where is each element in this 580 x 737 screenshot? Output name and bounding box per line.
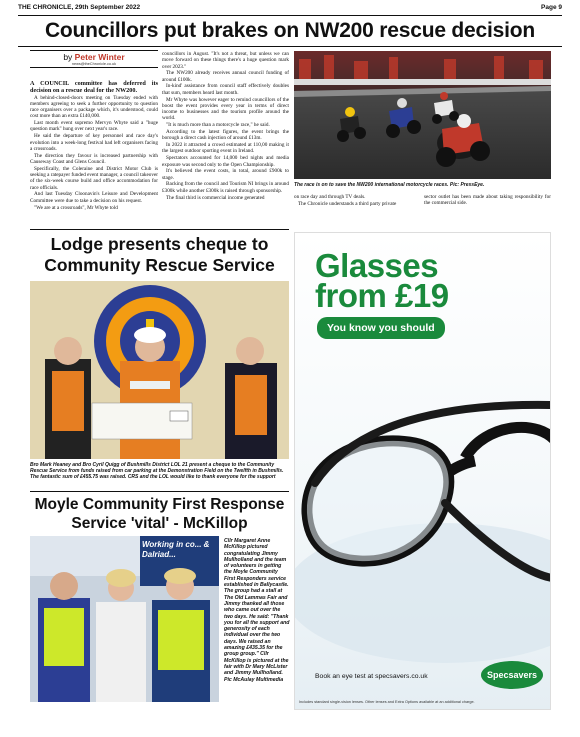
volunteers-photo [30,536,219,702]
lead-column-2 [162,51,289,201]
motorcycle-race-icon [294,51,551,179]
ad-cta[interactable]: Book an eye test at specsavers.co.uk [315,673,428,680]
lead-para: on race day and through TV deals. [294,194,366,200]
lead-para: In-kind' assistance from council staff effectively doubles that sum, members heard last month. [162,83,289,96]
moyle-headline: Moyle Community First Response Service 'vital' - McKillop [34,496,285,532]
motorcycle-photo-caption: The race is on to save the NW200 international motorcycle races. Pic: PressEye. [294,182,485,188]
lead-para: According to the latest figures, the event brings the borough a direct cash injection of around £13m. [162,129,289,142]
lead-para: A behind-closed-doors meeting on Tuesday ended with members agreeing to seek a further opportunity to question race organisers over a package which, it's understood, could cost more than an extra £140,000. [30,94,158,120]
moyle-caption: Cllr Margaret Anne McKillop pictured congratulating Jimmy Mullholland and the team of volunteers in getting the Moyle Community First Responders service established in Ballycastle. The group had a stall at The Old Lammas Fair and Jimmy thanked all those who came out over the two days. He said: "Thank you for all the support and generosity of each individual over the two days. We raised an amazing £435.35 for the group group." Cllr McKillop is pictured at the fair with Dr Mary McLister and Jimmy Mullholland. Pic McAulay Multimedia [224,538,290,683]
banner-sign-text: Working in co... & Dalriad... [142,540,210,559]
specsavers-logo: Specsavers [481,661,543,689]
lead-para: Last month event supremo Mervyn Whyte said a "huge question mark" hung over next year's race. [30,120,158,133]
ad-tagline: You know you should [317,317,445,339]
specsavers-advert[interactable] [294,232,551,710]
author-email[interactable]: news@theChronicle.co.uk [71,62,117,66]
lead-para: It's believed the event costs, in total, around £900k to stage. [162,168,289,181]
lead-para: The direction they favour is increased partnership with Causeway Coast and Glens Council. [30,152,158,165]
author-name: Peter Winter [74,52,125,62]
motorcycle-race-photo [294,51,551,179]
lead-column-4 [424,194,551,207]
lodge-rule [30,229,289,230]
lead-para: The final third is commercial income generated [166,194,265,201]
lead-para: councillors in August. "It's not a threat, but unless we can move forward on these things there's a huge question mark over 2023." [162,51,289,70]
byline: by Peter Winter [63,52,125,62]
lead-para: "We are at a crossroads", Mr Whyte told [34,204,118,211]
masthead-date: THE CHRONICLE, 29th September 2022 [18,4,141,11]
lead-para: In 2022 it attracted a crowd estimated at 110,00 making it the largest outdoor sporting event in Ireland. [162,142,289,155]
volunteers-icon [30,536,219,702]
header-rule [18,15,562,16]
page-number: Page 9 [541,4,562,11]
ad-headline-2: from £19 [315,277,449,314]
lead-para: And last Tuesday Cloonavin's Leisure and Development Committee were due to take a decision on his request. [30,191,158,204]
lead-para: He said the departure of key personnel and race day's evolution into a week-long festival had left organisers facing a crossroads. [30,133,158,152]
moyle-rule [30,491,289,492]
lead-para: sector outlet has been made about taking responsibility for the commercial side. [424,194,551,207]
eyeglasses-icon [295,363,551,663]
byline-block [30,50,158,68]
lead-rule [18,46,562,47]
cheque-presentation-icon [30,281,289,459]
lead-para: Specifically, the Coleraine and District Motor Club is seeking a ratepayer funded event manager, a council takeover of the six-week course build and office accommodation for race officials. [30,165,158,191]
ad-fine-print: Includes standard single-vision lenses. Other lenses and Extra Options available at an additional charge. [299,700,475,704]
lead-column-1 [30,80,158,211]
lead-para: Backing from the council and Tourism NI brings in around £300k while another £300k is raised through sponsorship. [162,181,289,194]
lead-para: The Chronicle understands a third party private [298,200,397,207]
lodge-headline: Lodge presents cheque to Community Rescue Service [44,234,275,275]
lead-para: "It is much more than a motorcycle race," he said. [166,122,270,129]
lead-headline: Councillors put brakes on NW200 rescue decision [44,19,536,42]
lead-para: Spectators accounted for 14,000 bed nights and media exposure was second only to the Open Championship. [162,155,289,168]
cheque-presentation-photo [30,281,289,459]
ad-headline-1: Glasses [315,247,439,284]
lead-para: The NW200 already receives annual council funding of around £100k. [162,70,289,83]
lead-para: Mr Whyte was however eager to remind councillors of the boost the event provides every year in terms of direct income to businesses and the tourism profile around the world. [162,96,289,122]
lead-intro: A COUNCIL committee has deferred its decision on a rescue deal for the NW200. [30,80,158,94]
lead-column-3 [294,194,419,208]
lodge-caption: Bro Mark Heaney and Bro Cyril Quigg of Bushmills District LOL 21 present a cheque to the Community Rescue Service from funds raised from car parking at the Demonstration Field on the Twelfth in Bushmills. The fantastic sum of £455.75 was raised. CRS and the LOL would like to thank everyone for the support [30,462,284,480]
